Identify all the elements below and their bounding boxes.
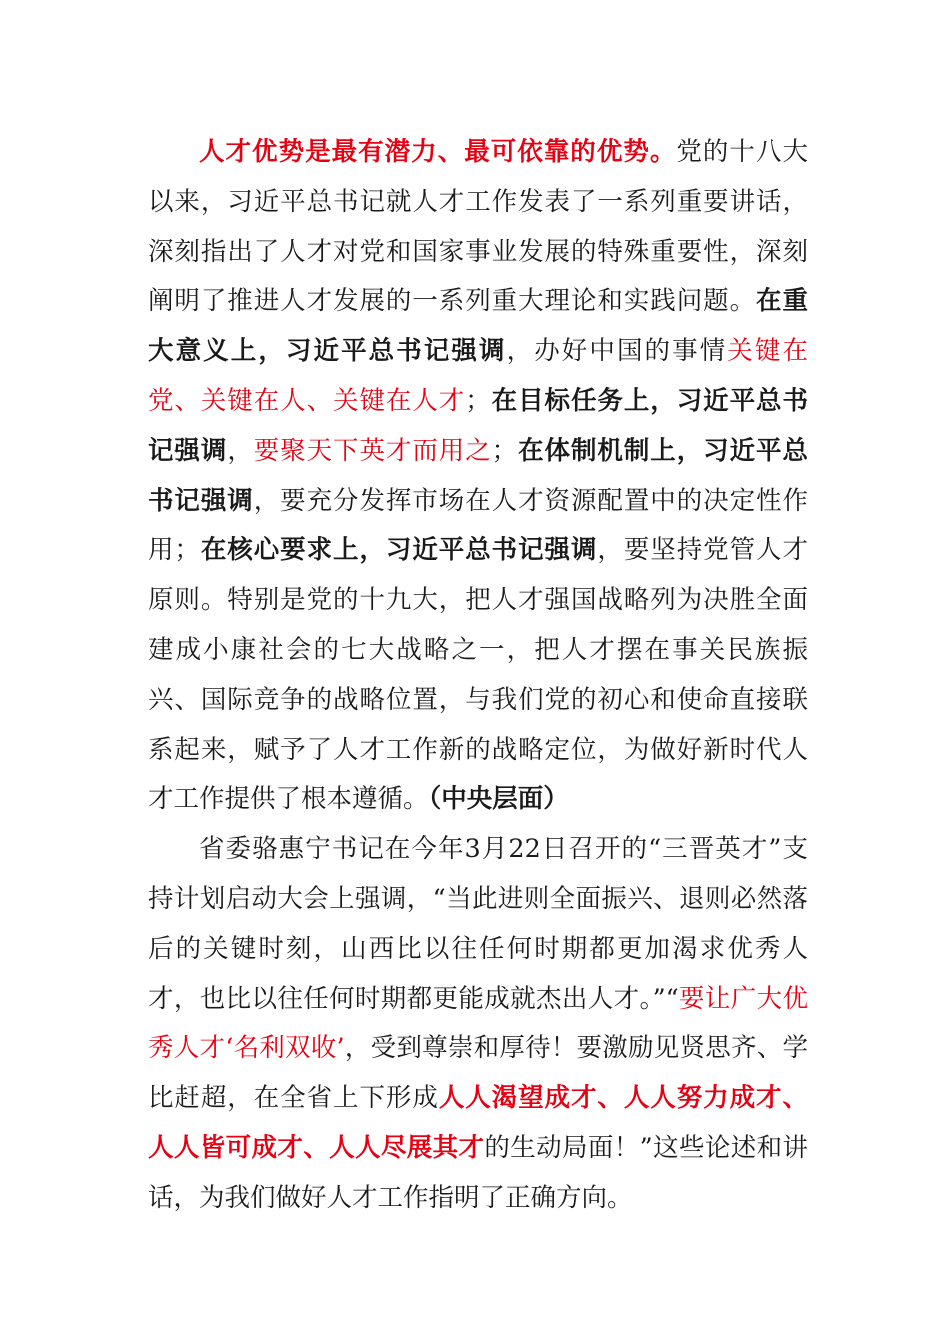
text-segment: ，办好中国的事情 — [506, 336, 728, 367]
paragraph-central — [148, 128, 808, 825]
text-segment: 在体制机制上，习近平总书记强调 — [148, 435, 808, 516]
text-segment: 要让广大优秀人才‘名利双收’ — [148, 983, 808, 1064]
text-segment: 党的十八大以来，习近平总书记就人才工作发表了一系列重要讲话，深刻指出了人才对党和国家事业发展的特殊重要性，深刻阐明了推进人才发展的一系列重大理论和实践问题。 — [148, 137, 808, 317]
document-body — [148, 128, 808, 1224]
text-segment: ，要坚持党管人才原则。特别是党的十九大，把人才强国战略列为决胜全面建成小康社会的七大战略之一，把人才摆在事关民族振兴、国际竞争的战略位置，与我们党的初心和使命直接联系起来，赋予了人才工作新的战略定位，为做好新时代人才工作提供了根本遵循。 — [148, 535, 808, 815]
paragraph-provincial — [148, 825, 808, 1223]
text-segment: 的生动局面！”这些论述和讲话，为我们做好人才工作指明了正确方向。 — [148, 1132, 808, 1213]
text-segment: ； — [491, 435, 518, 466]
text-segment: 人才优势是最有潜力、最可依靠的优势。 — [199, 137, 677, 167]
text-segment: 在重大意义上，习近平总书记强调 — [148, 286, 808, 367]
text-segment: ，要充分发挥市场在人才资源配置中的决定性作用； — [148, 485, 808, 566]
text-segment: 要聚天下英才而用之 — [253, 435, 492, 466]
text-segment: 关键在党、关键在人、关键在人才 — [148, 336, 808, 416]
text-segment: 省委骆惠宁书记在今年3月22日召开的“三晋英才”支持计划启动大会上强调，“当此进则全面振兴、退则必然落后的关键时刻，山西比以往任何时期都更加渴求优秀人才，也比以往任何时期都更能成就杰出人才。”“ — [148, 834, 808, 1014]
text-segment: 在核心要求上，习近平总书记强调 — [199, 535, 598, 566]
text-segment: 在目标任务上，习近平总书记强调 — [148, 385, 808, 466]
text-segment: ； — [465, 385, 491, 416]
text-segment: ， — [227, 435, 254, 466]
text-segment: ，受到尊崇和厚待！要激励见贤思齐、学比赶超，在全省上下形成 — [148, 1033, 808, 1114]
text-segment: （中央层面） — [428, 784, 569, 815]
text-segment: 人人渴望成才、人人努力成才、人人皆可成才、人人尽展其才 — [148, 1083, 808, 1163]
